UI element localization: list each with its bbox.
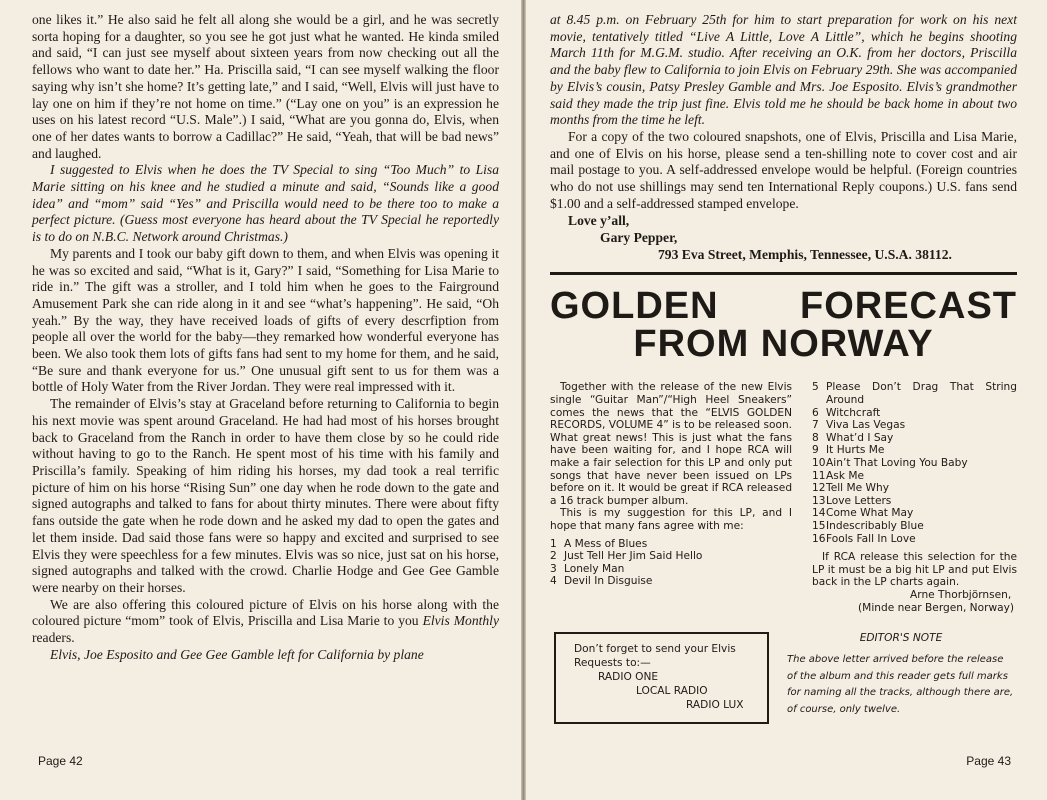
track-number: 4 bbox=[550, 575, 557, 588]
signoff-name: Gary Pepper, bbox=[600, 230, 678, 246]
track-item bbox=[812, 407, 1017, 420]
track-number: 15 bbox=[812, 519, 826, 532]
headline-line2: FROM NORWAY bbox=[633, 323, 934, 366]
author-name: Arne Thorbjörnsen, bbox=[910, 588, 1012, 601]
magazine-title: Elvis Monthly bbox=[422, 613, 499, 629]
editors-note-title: EDITOR'S NOTE bbox=[859, 632, 943, 645]
article-column-left bbox=[550, 381, 792, 614]
track-number: 13 bbox=[812, 494, 826, 507]
article-closing: If RCA release this selection for the LP it must be a big hit LP and put Elvis back in the LP charts again. bbox=[812, 551, 1017, 589]
offer-text: We are also offering this coloured picture of Elvis on his horse along with the coloured picture “mom” took of Elvis, Priscilla and Lisa Marie to you bbox=[32, 596, 499, 629]
left-page bbox=[0, 0, 521, 800]
track-title: Come What May bbox=[826, 507, 914, 520]
paragraph-graceland: The remainder of Elvis’s stay at Graceland before returning to California to begin his next movie was spent around Graceland. He had had most of his horses brought back to Graceland from the Ranch in order to have them close by so he could ride without having to go to the Ranch. He spent most of his time with his family and Priscilla’s family. Speaking of him riding his horses, my dad took a real terrific picture of him on his horse “Rising Sun” one day when he rode down to the gate and signed autographs and talked to fans for about thirty minutes. There were about fifty fans outside the gate when he rode down and he asked my dad to open the gates and let them inside. Dad said those fans were so happy and excited and surprised to see Elvis they were speechless for a few minutes. Elvis was so nice, just sat on his horse, signed autographs and talked with the crowd. Charlie Hodge and Gee Gee Gamble were nearby on their horses. bbox=[32, 396, 499, 595]
author-place: (Minde near Bergen, Norway) bbox=[858, 601, 1014, 614]
track-item bbox=[550, 575, 792, 588]
track-number: 5 bbox=[812, 381, 819, 394]
track-title: Just Tell Her Jim Said Hello bbox=[564, 550, 703, 563]
paragraph-snapshot-offer: For a copy of the two coloured snapshots, one of Elvis, Priscilla and Lisa Marie, and one of Elvis on his horse, please send a ten-shilling note to cover cost and air mail postage to you. A self-addressed envelope would be helpful. (Foreign countries who do not use shillings may send ten International Reply coupons.) U.S. fans send $1.00 and a self-addressed stamped envelope. bbox=[550, 128, 1017, 211]
editors-note-text: The above letter arrived before the release of the album and this reader gets full marks for naming all the tracks, although there are, of course, only twelve. bbox=[787, 654, 1014, 715]
track-item bbox=[812, 507, 1017, 520]
paragraph-baby-gift: My parents and I took our baby gift down to them, and when Elvis was opening it he was so excited and said, “What is it, Gary?” I said, “Something for Lisa Marie to ride in.” The gift was a stroller, and I told him when he goes to the Fairground Amusement Park she can ride along in it and see “what’s happening”. He said, “Oh yeah.” By the way, they have received loads of gifts of every descrfiption from people all over the world for the baby—they remarked how wonderful everyone has been. We also took them lots of gifts fans had sent to my home for them, and he said, “Be sure and thank everyone for us.” One unusual gift sent to us for them was a bottle of Holy Water from the River Jordan. They were real impressed with it. bbox=[32, 245, 499, 395]
article-column-right bbox=[812, 381, 1017, 614]
radio-requests-box bbox=[554, 632, 769, 724]
radio-station: LOCAL RADIO bbox=[636, 685, 708, 698]
headline-word-forecast: FORECAST bbox=[800, 285, 1017, 328]
editors-note bbox=[787, 626, 1015, 724]
track-title: Lonely Man bbox=[564, 562, 625, 575]
left-article-body bbox=[32, 12, 499, 663]
track-title: Witchcraft bbox=[826, 406, 881, 419]
signoff bbox=[550, 212, 1017, 263]
track-item bbox=[812, 432, 1017, 445]
track-title: It Hurts Me bbox=[826, 444, 885, 457]
track-title: Ain’t That Loving You Baby bbox=[826, 457, 968, 469]
paragraph-continued: at 8.45 p.m. on February 25th for him to start preparation for work on his next movie, tentatively titled “Live A Little, Love A Little”, which he begins shooting March 11th for M.G.M. studio. After receiving an O.K. from her doctors, Priscilla and the baby flew to California to join Elvis on February 29th. She was accompanied by Elvis’s cousin, Patsy Presley Gamble and Mrs. Joe Esposito. Elvis’s grandmother said they made the trip just fine. Elvis told me he should be back home in about two months from the time he left. bbox=[550, 12, 1017, 128]
track-item bbox=[550, 563, 792, 576]
track-item bbox=[812, 533, 1017, 546]
track-title: Ask Me bbox=[826, 469, 864, 482]
track-list-b bbox=[812, 381, 1017, 545]
article-columns bbox=[550, 381, 1017, 614]
track-item bbox=[550, 550, 792, 563]
track-number: 12 bbox=[812, 482, 826, 495]
right-page bbox=[526, 0, 1047, 800]
track-item bbox=[812, 444, 1017, 457]
track-title: Please Don’t Drag That String Around bbox=[826, 381, 1017, 407]
track-item bbox=[812, 457, 1017, 470]
paragraph: one likes it.” He also said he felt all along she would be a girl, and he was secretly sorta hoping for a daughter, so you see he got just what he wanted. He kinda smiled and said, “I can just see myself about sixteen years from now checking out all the fellows who want to date her.” Ha. Priscilla said, “I can see myself walking the floor saying why isn’t she home? It’s getting late,” and I said, “Well, Elvis will just have to lay one on him if they’re not home on time.” (“Lay one on you” is an expression he uses on his latest record “U.S. Male”.) I said, “What are you gonna do, Elvis, when one of her dates wants to borrow a Cadillac?” He said, “Yeah, that will be bad news” and laughed. bbox=[32, 12, 499, 161]
box-line: Don’t forget to send your Elvis bbox=[574, 643, 736, 656]
track-title: Fools Fall In Love bbox=[826, 532, 916, 545]
track-title: Indescribably Blue bbox=[826, 519, 924, 532]
track-item bbox=[812, 482, 1017, 495]
headline-word-golden: GOLDEN bbox=[550, 285, 719, 328]
track-title: Devil In Disguise bbox=[564, 575, 653, 588]
track-number: 6 bbox=[812, 406, 819, 419]
radio-station: RADIO LUX bbox=[686, 699, 744, 712]
track-title: Tell Me Why bbox=[826, 482, 889, 495]
signoff-greeting: Love y’all, bbox=[568, 213, 630, 229]
track-number: 16 bbox=[812, 532, 826, 545]
track-number: 2 bbox=[550, 550, 557, 563]
track-number: 11 bbox=[812, 469, 826, 482]
track-number: 10 bbox=[812, 457, 826, 469]
track-title: What’d I Say bbox=[826, 431, 894, 444]
track-item bbox=[812, 419, 1017, 432]
signoff-address: 793 Eva Street, Memphis, Tennessee, U.S.A. 38112. bbox=[658, 247, 952, 263]
section-divider bbox=[550, 272, 1017, 275]
track-number: 3 bbox=[550, 562, 557, 575]
box-line: Requests to:— bbox=[574, 657, 651, 670]
headline bbox=[550, 285, 1017, 366]
track-item bbox=[812, 381, 1017, 406]
track-item bbox=[812, 495, 1017, 508]
track-item bbox=[812, 520, 1017, 533]
track-item bbox=[550, 538, 792, 551]
radio-station: RADIO ONE bbox=[598, 671, 659, 684]
page-number: Page 43 bbox=[966, 754, 1011, 768]
track-item bbox=[812, 470, 1017, 483]
article-paragraph: This is my suggestion for this LP, and I hope that many fans agree with me: bbox=[550, 507, 793, 532]
offer-text-end: readers. bbox=[32, 630, 75, 646]
track-number: 7 bbox=[812, 419, 819, 432]
track-number: 14 bbox=[812, 507, 826, 520]
paragraph-tv-special: I suggested to Elvis when he does the TV Special to sing “Too Much” to Lisa Marie sitting on his knee and he studied a minute and said, “Sounds like a good idea” and “mom” said “Yes” and Priscilla would need to be there too to make a perfect picture. (Guess most everyone has heard about the TV Special he reportedly is to do on N.B.C. Network around Christmas.) bbox=[32, 162, 499, 245]
track-title: Viva Las Vegas bbox=[826, 419, 906, 432]
track-number: 9 bbox=[812, 444, 819, 457]
track-title: Love Letters bbox=[826, 494, 892, 507]
paragraph-offer bbox=[32, 597, 499, 647]
bottom-row bbox=[550, 614, 1017, 724]
track-list-a bbox=[550, 538, 792, 588]
track-number: 1 bbox=[550, 537, 557, 550]
page-number: Page 42 bbox=[38, 754, 83, 768]
paragraph-departure: Elvis, Joe Esposito and Gee Gee Gamble left for California by plane bbox=[50, 646, 424, 662]
right-article-body bbox=[550, 12, 1017, 212]
article-paragraph: Together with the release of the new Elvis single “Guitar Man”/“High Heel Sneakers” comes the news that the “ELVIS GOLDEN RECORDS, VOLUME 4” is to be released soon. What great news! This is just what the fans have been waiting for, and I hope RCA will make a fair selection for this LP and only put songs that have never been issued on LPs before on it. It would be great if RCA released a 16 track bumper album. bbox=[550, 381, 793, 507]
track-title: A Mess of Blues bbox=[564, 537, 648, 550]
track-number: 8 bbox=[812, 431, 819, 444]
